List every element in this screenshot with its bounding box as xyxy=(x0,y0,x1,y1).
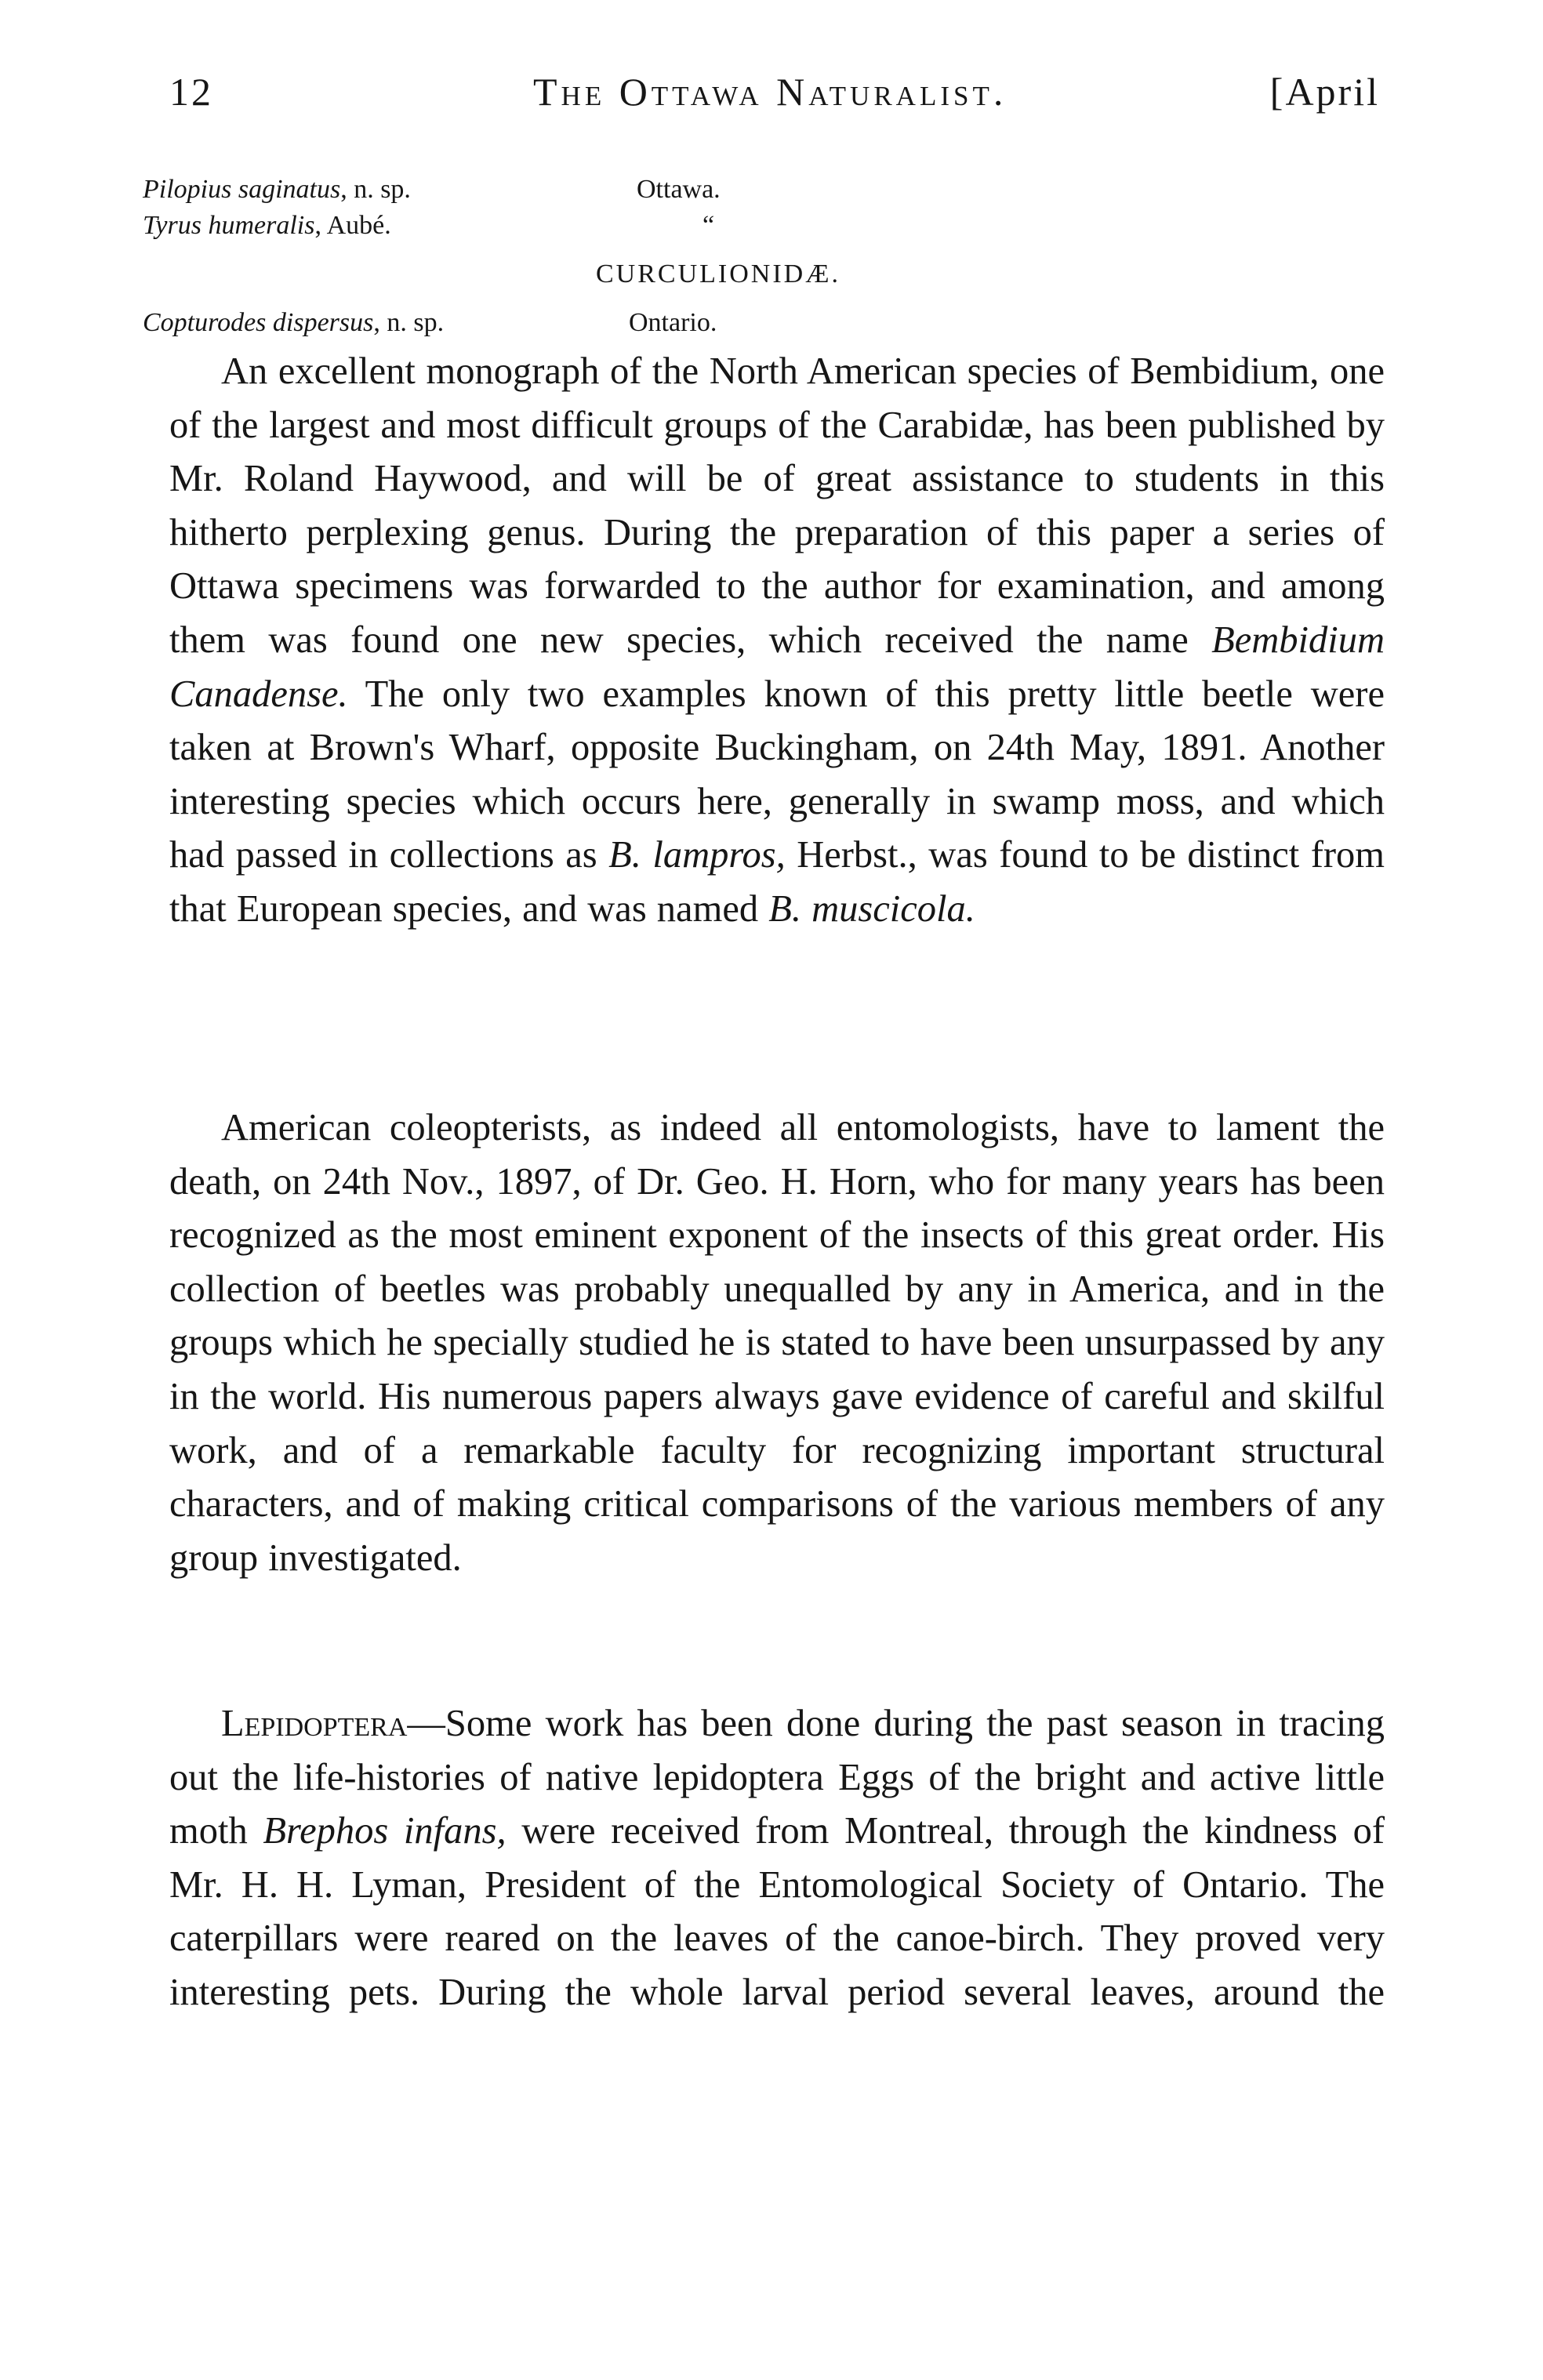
section-lead: Lepidoptera xyxy=(221,1703,408,1744)
species-locality: “ xyxy=(703,211,715,240)
species-name: Copturodes dispersus xyxy=(143,308,374,337)
species-entry xyxy=(143,174,411,205)
species-name: Bembidium Canadense. xyxy=(169,619,1385,715)
paragraph-lepidoptera xyxy=(169,1697,1385,2020)
paragraph-bembidium xyxy=(169,345,1385,937)
journal-title: The Ottawa Naturalist. xyxy=(533,70,1007,114)
page-number: 12 xyxy=(169,70,213,114)
species-entry xyxy=(143,210,391,241)
paragraph-text: American coleopterists, as indeed all entomologists, have to lament the death, on 24th Nov., 1897, of Dr. Geo. H. Horn, who for many years has been recognized as the most eminent exponent of the insects of this great order. His collection of beetles was probably unequalled by any in America, and in the groups which he specially studied he is stated to have been unsurpassed by any in the world. His numerous papers always gave evidence of careful and skilful work, and of a remarkable faculty for recognizing important structural characters, and of making critical comparisons of the various members of any group investigated. xyxy=(169,1107,1385,1579)
species-name: Brephos infans, xyxy=(263,1810,506,1852)
species-entry xyxy=(143,307,444,339)
paragraph-horn-obituary xyxy=(169,1101,1385,1585)
paragraph-text: An excellent monograph of the North American species of Bembidium, one of the largest and most difficult groups of the Carabidæ, has been published by Mr. Roland Haywood, and will be of great assistance to students in this hitherto perplexing genus. During the preparation of this paper a series of Ottawa specimens was forwarded to the author for examination, and among them was found one new species, which received the name xyxy=(169,350,1385,661)
species-locality: Ontario. xyxy=(629,308,717,337)
paragraph-text: Herbst., was found to be distinct from that European species, and was named xyxy=(169,834,1385,930)
running-head xyxy=(94,69,1380,124)
family-heading: CURCULIONIDÆ. xyxy=(596,259,840,288)
species-author: , n. sp. xyxy=(373,308,445,337)
paragraph-text: —Some work has been done during the past season in tracing out the life-histories of native lepidoptera Eggs of the bright and active little moth xyxy=(169,1703,1385,1852)
issue-month: [April xyxy=(1269,70,1380,114)
species-author: , n. sp. xyxy=(340,175,411,204)
species-author: , Aubé. xyxy=(314,211,391,240)
species-name: B. lampros, xyxy=(608,834,786,876)
species-locality: Ottawa. xyxy=(637,175,721,204)
paragraph-text: were received from Montreal, through the kindness of Mr. H. H. Lyman, President of the Entomological Society of Ontario. The caterpillars were reared on the leaves of the canoe-birch. They proved very interesting pets. During the whole larval period several leaves, around the xyxy=(169,1810,1385,2013)
species-name: Tyrus humeralis xyxy=(143,211,315,240)
species-name: B. muscicola. xyxy=(768,887,975,930)
paragraph-text: The only two examples known of this pretty little beetle were taken at Brown's Wharf, opposite Buckingham, on 24th May, 1891. Another interesting species which occurs here, generally in swamp moss, and which had passed in collections as xyxy=(169,673,1385,876)
species-name: Pilopius saginatus xyxy=(143,175,341,204)
